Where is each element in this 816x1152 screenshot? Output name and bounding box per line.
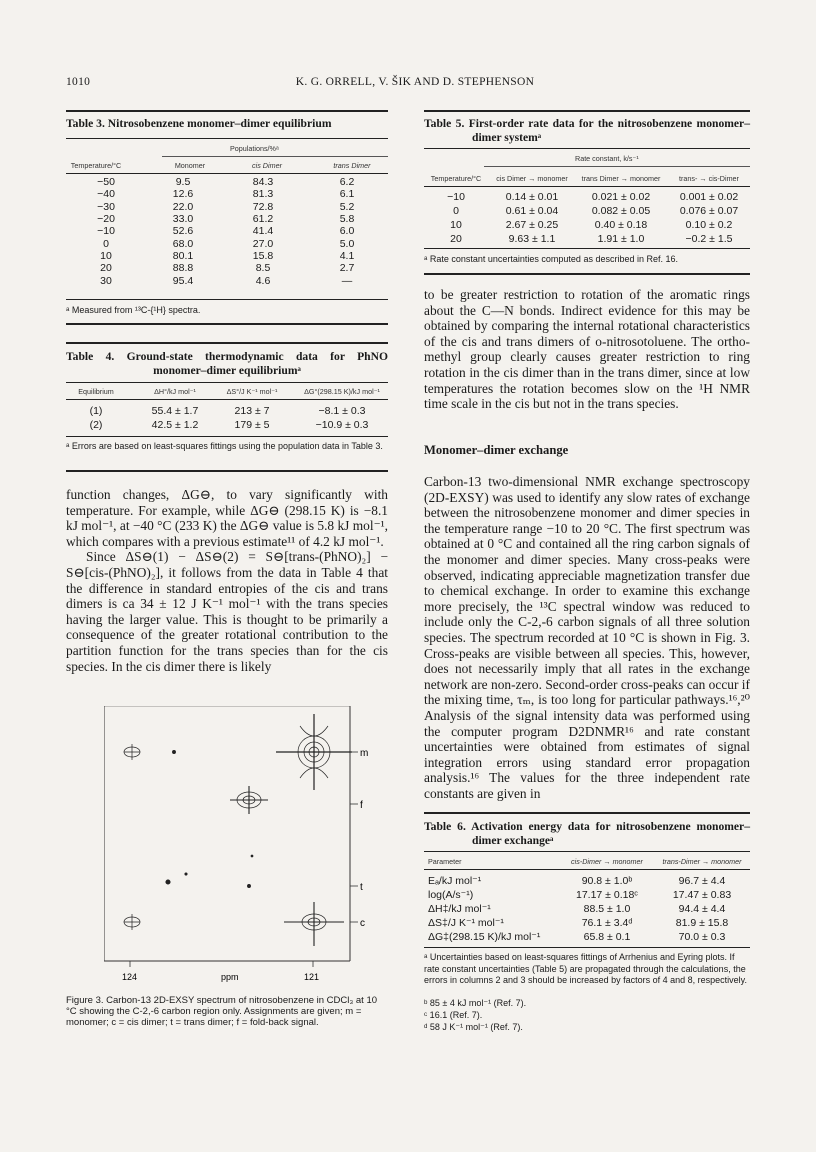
table3-title-rule: [66, 138, 388, 139]
table6-title-line2: dimer exchangeᵃ: [472, 834, 554, 847]
section-heading: Monomer–dimer exchange: [424, 443, 569, 457]
table6-cell: Eₐ/kJ mol⁻¹: [428, 875, 482, 887]
table3-cell: 41.4: [252, 225, 274, 238]
table3-cell: 6.1: [339, 188, 355, 201]
table5-cell: 1.91 ± 1.0: [597, 233, 645, 245]
table5-cell: 0.021 ± 0.02: [591, 191, 651, 203]
table5-group-header: Rate constant, k/s⁻¹: [575, 154, 639, 163]
table6-cell: 88.5 ± 1.0: [583, 903, 631, 915]
table3-col-temperature: Temperature/°C: [70, 161, 122, 170]
table5-col-trans: trans Dimer → monomer: [581, 174, 661, 183]
table3-header-rule: [66, 173, 388, 174]
table3-group-rule: [162, 156, 388, 157]
figure3-axis-ppm: ppm: [221, 972, 239, 982]
table-row: [66, 201, 388, 213]
table5-col-cis: cis Dimer → monomer: [496, 174, 568, 183]
table6-cell: ΔS‡/J K⁻¹ mol⁻¹: [428, 917, 504, 929]
table3-cell: 27.0: [252, 237, 274, 250]
table3-cell: 33.0: [172, 213, 194, 226]
table3-cell: 8.5: [255, 262, 271, 275]
table3-cell: 20: [100, 262, 112, 275]
figure3-label-m: m: [360, 748, 369, 759]
table5-cell: 20: [450, 233, 462, 245]
table3-cell: 95.4: [172, 274, 194, 287]
table5-col-temperature: Temperature/°C: [430, 174, 482, 183]
table6-cell: 17.47 ± 0.83: [672, 889, 732, 901]
table3-col-cis: cis Dimer: [252, 161, 282, 170]
table3-cell: 6.2: [339, 176, 355, 189]
table5-cell: 0.61 ± 0.04: [505, 205, 559, 217]
table6-cell: 90.8 ± 1.0ᵇ: [581, 875, 633, 887]
table-row: [66, 176, 388, 188]
running-header-authors: K. G. ORRELL, V. ŠIK AND D. STEPHENSON: [295, 76, 535, 88]
table6-cell: 96.7 ± 4.4: [678, 875, 726, 887]
table-row: [66, 225, 388, 237]
right-paragraph-1: to be greater restriction to rotation of the aromatic rings about the C—N bonds. Indirect evidence for this may be obtained by comparing the internal rotational characteristics of the cis and trans dimers of o-nitrosotoluene. The ortho-methyl group clearly causes greater restriction to ring rotation in the cis dimer than in the trans dimer, since at low temperatures the rotation becomes slow on the ¹H NMR time scale in the cis but not in the trans species.: [424, 287, 750, 412]
table3-cell: −20: [97, 213, 115, 226]
table6-footnote-d: ᵈ 58 J K⁻¹ mol⁻¹ (Ref. 7).: [424, 1022, 523, 1032]
table4-cell: (1): [89, 405, 103, 417]
table5-cell: 2.67 ± 0.25: [505, 219, 559, 231]
figure3-label-t: t: [360, 882, 363, 893]
table3-group-header: Populations/%ᵃ: [230, 144, 279, 153]
table6-cell: 94.4 ± 4.4: [678, 903, 726, 915]
table3-cell: 9.5: [175, 176, 191, 189]
table5-bottom-rule: [424, 248, 750, 249]
table6-col-cis: cis-Dimer → monomer: [571, 857, 643, 866]
table3-footnote: ᵃ Measured from ¹³C-{¹H} spectra.: [66, 305, 201, 315]
table3-top-rule: [66, 110, 388, 112]
table6-title-line1: Table 6. Activation energy data for nitrosobenzene monomer–: [424, 820, 750, 833]
table5-cell: 0.001 ± 0.02: [679, 191, 739, 203]
table5-cell: −0.2 ± 1.5: [685, 233, 733, 245]
table4-cell: −10.9 ± 0.3: [315, 419, 369, 431]
table3-cell: −30: [97, 200, 115, 213]
table3-cell: 61.2: [252, 213, 274, 226]
table6-title-rule: [424, 851, 750, 852]
figure3-peak-cis: [284, 902, 344, 946]
table3-cell: −10: [97, 225, 115, 238]
figure3-caption: Figure 3. Carbon-13 2D-EXSY spectrum of nitrosobenzene in CDCl₃ at 10 °C showing the C-2,-6 carbon region only. Assignments are given; m = monomer; c = cis dimer; t = trans dimer; f = fold-back signal.: [66, 995, 378, 1029]
left-column-text: [66, 487, 388, 674]
table4-col-dh: ΔH°/kJ mol⁻¹: [154, 387, 196, 396]
table6-header-rule: [424, 869, 750, 870]
table3-cell: −40: [97, 188, 115, 201]
figure3-peak-monomer: [276, 714, 352, 790]
table6-bottom-rule: [424, 947, 750, 948]
table3-cell: 84.3: [252, 176, 274, 189]
table-row: [66, 237, 388, 249]
table4-col-dg: ΔG°(298.15 K)/kJ mol⁻¹: [304, 387, 380, 396]
table4-cell: 55.4 ± 1.7: [151, 405, 199, 417]
table5-cell: 0.082 ± 0.05: [591, 205, 651, 217]
figure3-peak-fold: [230, 786, 268, 814]
figure3-label-ticks: [130, 752, 358, 967]
right-paragraph-2: Carbon-13 two-dimensional NMR exchange spectroscopy (2D-EXSY) was used to identify any slow rates of exchange between the nitrosobenzene monomer and dimer species in the temperature range −10 to 20 °C. The first spectrum was obtained at 0 °C and contained all the ring carbon signals of the monomer and dimer species. Many cross-peaks were observed, indicating appreciable magnetization transfer due to chemical exchange. In order to examine this exchange more precisely, the ¹³C spectral window was reduced to include only the C-2,-6 carbon signals of all three solution species. The spectrum recorded at 10 °C is shown in Fig. 3. Cross-peaks are visible between all species. This, however, does not necessarily imply that all rates in the exchange network are non-zero. Second-order cross-peaks can occur if the mixing time, τₘ, is too long for particular pathways.¹⁶,²⁰ Analysis of the signal intensity data was performed using the computer program D2DNMR¹⁶ and rate constant uncertainties were obtained from estimates of signal integration errors using standard error propagation analysis.¹⁶ The values for the three independent rate constants are given in: [424, 474, 750, 801]
figure3-label-c: c: [360, 918, 365, 929]
table6-footnote-c: ᶜ 16.1 (Ref. 7).: [424, 1010, 483, 1020]
figure3-label-f: f: [360, 800, 363, 811]
table3-title: Table 3. Nitrosobenzene monomer–dimer equilibrium: [66, 117, 332, 130]
table3-cell: 12.6: [172, 188, 194, 201]
table3-cell: 30: [100, 274, 112, 287]
table3-cell: 6.0: [339, 225, 355, 238]
table5-cell: −10: [447, 191, 465, 203]
table3-cell: −50: [97, 176, 115, 189]
table3-cell: 10: [100, 249, 112, 262]
table6-cell: log(A/s⁻¹): [428, 889, 474, 901]
table5-title-rule: [424, 148, 750, 149]
table4-cell: 42.5 ± 1.2: [151, 419, 199, 431]
table3-cell: 68.0: [172, 237, 194, 250]
table5-title-line1: Table 5. First-order rate data for the nitrosobenzene monomer–: [424, 117, 750, 130]
table3-cell: 4.6: [255, 274, 271, 287]
table4-col-ds: ΔS°/J K⁻¹ mol⁻¹: [226, 387, 278, 396]
figure3-axis-124: 124: [122, 972, 138, 982]
table6-cell: 76.1 ± 3.4ᵈ: [581, 917, 633, 929]
table4-col-equilibrium: Equilibrium: [78, 387, 114, 396]
table6-cell: 17.17 ± 0.18ᶜ: [575, 889, 639, 901]
table5-title-line2: dimer systemᵃ: [472, 131, 542, 144]
table3-cell: 72.8: [252, 200, 274, 213]
table3-cell: 88.8: [172, 262, 194, 275]
figure3-frame: [104, 706, 350, 961]
table6-cell: ΔG‡(298.15 K)/kJ mol⁻¹: [428, 931, 541, 943]
table5-group-rule: [484, 166, 750, 167]
table6-col-parameter: Parameter: [428, 857, 462, 866]
left-paragraph-1: function changes, ΔG⊖, to vary significantly with temperature. For example, while ΔG⊖ (298.15 K) is −8.1 kJ mol⁻¹, at −40 °C (233 K) the ΔG⊖ value is 5.8 kJ mol⁻¹, which compares with a previous estimate¹¹ of 4.2 kJ mol⁻¹.: [66, 487, 388, 549]
table3-cell: 5.8: [339, 213, 355, 226]
table4-cell: −8.1 ± 0.3: [318, 405, 366, 417]
figure3-cross-peak-left-bottom: [124, 914, 140, 930]
table6-cell: 65.8 ± 0.1: [583, 931, 631, 943]
table4-title-rule: [66, 382, 388, 383]
table6-cell: ΔH‡/kJ mol⁻¹: [428, 903, 491, 915]
table-row: [66, 250, 388, 262]
table4-bottom-rule: [66, 436, 388, 437]
table5-top-rule: [424, 110, 750, 112]
table4-header-rule: [66, 399, 388, 400]
table6-footnote-a: ᵃ Uncertainties based on least-squares fittings of Arrhenius and Eyring plots. If rate constant uncertainties (Table 5) are propagated through the calculations, the errors in columns 2 and 3 should be increased by factors of 4 and 8, respectively.: [424, 952, 748, 985]
table3-cell: —: [341, 274, 353, 287]
table3-cell: 15.8: [252, 249, 274, 262]
table6-footnote-b: ᵇ 85 ± 4 kJ mol⁻¹ (Ref. 7).: [424, 998, 527, 1008]
table3-cell: 5.0: [339, 237, 355, 250]
table5-col-trans-cis: trans- → cis-Dimer: [679, 174, 739, 183]
table-row: [66, 188, 388, 200]
table6-cell: 81.9 ± 15.8: [675, 917, 729, 929]
table5-cell: 10: [450, 219, 462, 231]
table5-cell: 0.076 ± 0.07: [679, 205, 739, 217]
figure3-cross-peak-left-top: [124, 744, 140, 760]
table3-cell: 80.1: [172, 249, 194, 262]
table3-bottom-rule: [66, 299, 388, 300]
table3-cell: 81.3: [252, 188, 274, 201]
table3-cell: 5.2: [339, 200, 355, 213]
figure3-cross-peak-dots: [166, 750, 253, 887]
table6-col-trans: trans-Dimer → monomer: [662, 857, 742, 866]
table3-cell: 2.7: [339, 262, 355, 275]
table4-cell: 179 ± 5: [234, 419, 270, 431]
table3-body: [66, 176, 388, 287]
left-paragraph-2: Since ΔS⊖(1) − ΔS⊖(2) = S⊖[trans-(PhNO)₂] − S⊖[cis-(PhNO)₂], it follows from the data in Table 4 that the difference in standard entropies of the cis and trans dimers is ca 34 ± 12 J K⁻¹ mol⁻¹ with the trans species having the larger value. This is thought to be primarily a consequence of the greater rotational contribution to the partition function for the trans species than for the cis species. In the cis dimer there is likely: [66, 549, 388, 674]
table4-cell: (2): [89, 419, 103, 431]
table5-header-rule: [424, 186, 750, 187]
table5-end-rule: [424, 273, 750, 275]
table5-cell: 0.40 ± 0.18: [594, 219, 648, 231]
page-number: 1010: [66, 76, 91, 88]
table4-top-rule: [66, 342, 388, 344]
table6-top-rule: [424, 812, 750, 814]
table5-footnote: ᵃ Rate constant uncertainties computed as described in Ref. 16.: [424, 254, 678, 264]
table5-cell: 0: [453, 205, 459, 217]
table5-cell: 9.63 ± 1.1: [508, 233, 556, 245]
table3-end-rule: [66, 323, 388, 325]
table3-col-trans: trans Dimer: [333, 161, 371, 170]
table4-title-line1: Table 4. Ground-state thermodynamic data for PhNO: [66, 350, 388, 363]
table3-cell: 4.1: [339, 249, 355, 262]
table5-cell: 0.14 ± 0.01: [505, 191, 559, 203]
table6-cell: 70.0 ± 0.3: [678, 931, 726, 943]
figure3-axis-121: 121: [304, 972, 320, 982]
table3-cell: 0: [103, 237, 109, 250]
table-row: [66, 274, 388, 286]
table4-footnote: ᵃ Errors are based on least-squares fittings using the population data in Table 3.: [66, 441, 383, 451]
table-row: [66, 213, 388, 225]
table5-cell: 0.10 ± 0.2: [685, 219, 733, 231]
figure3-spectrum: [104, 706, 372, 988]
table4-cell: 213 ± 7: [234, 405, 270, 417]
table3-cell: 22.0: [172, 200, 194, 213]
table-row: [66, 262, 388, 274]
table4-end-rule: [66, 470, 388, 472]
table4-title-line2: monomer–dimer equilibriumᵃ: [153, 364, 301, 377]
table3-col-monomer: Monomer: [174, 161, 206, 170]
table3-cell: 52.6: [172, 225, 194, 238]
